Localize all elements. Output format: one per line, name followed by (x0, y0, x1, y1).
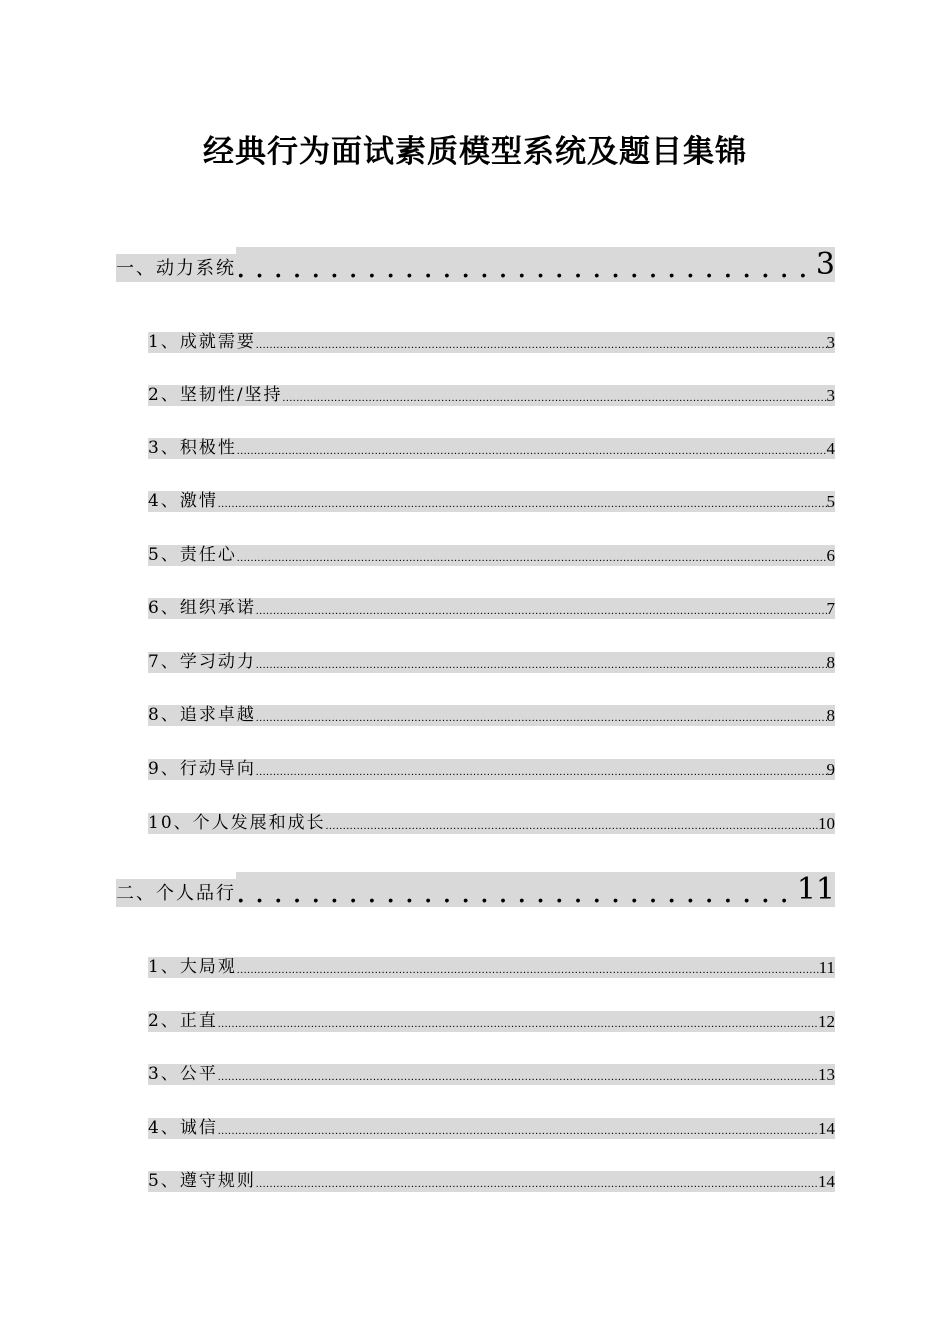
toc-item-label: 4、激情 (148, 491, 218, 511)
page-title: 经典行为面试素质模型系统及题目集锦 (203, 134, 747, 170)
toc-dot-leader (256, 598, 827, 619)
toc-page-number: 11 (796, 872, 835, 907)
toc-item-label: 8、追求卓越 (148, 705, 256, 725)
toc-dot-leader (237, 438, 827, 459)
toc-page-number: 3 (826, 386, 835, 405)
toc-item-1-1[interactable] (148, 332, 835, 353)
toc-dot-leader (237, 957, 819, 978)
toc-page-number: 10 (818, 814, 835, 833)
toc-section-2[interactable] (116, 872, 835, 907)
toc-item-2-5[interactable] (148, 1171, 835, 1192)
toc-dot-leader (236, 247, 816, 282)
toc-dot-leader (256, 705, 827, 726)
toc-item-label: 2、坚韧性/坚持 (148, 385, 283, 405)
toc-section-1[interactable] (116, 247, 835, 282)
toc-section-label: 一、动力系统 (116, 254, 236, 282)
toc-page-number: 6 (826, 546, 835, 565)
toc-page-number: 5 (826, 492, 835, 511)
toc-item-1-10[interactable] (148, 813, 835, 834)
toc-item-label: 1、成就需要 (148, 332, 256, 352)
toc-dot-leader (326, 813, 818, 834)
toc-item-label: 6、组织承诺 (148, 598, 256, 618)
toc-item-label: 3、公平 (148, 1064, 218, 1084)
toc-item-label: 9、行动导向 (148, 759, 256, 779)
toc-page-number: 3 (815, 247, 835, 282)
toc-page-number: 14 (818, 1119, 835, 1138)
toc-item-label: 7、学习动力 (148, 652, 256, 672)
toc-dot-leader (256, 1171, 818, 1192)
toc-item-1-5[interactable] (148, 545, 835, 566)
toc-page-number: 9 (826, 760, 835, 779)
toc-page-number: 12 (818, 1012, 835, 1031)
toc-item-label: 1、大局观 (148, 957, 237, 977)
toc-page-number: 8 (826, 706, 835, 725)
toc-item-label: 5、遵守规则 (148, 1171, 256, 1191)
toc-item-1-3[interactable] (148, 438, 835, 459)
toc-dot-leader (283, 385, 827, 406)
toc-page-number: 7 (826, 599, 835, 618)
toc-dot-leader (256, 652, 827, 673)
toc-item-label: 10、个人发展和成长 (148, 813, 326, 833)
toc-section-label: 二、个人品行 (116, 879, 236, 907)
toc-page-number: 14 (818, 1172, 835, 1191)
toc-item-1-8[interactable] (148, 705, 835, 726)
toc-item-1-2[interactable] (148, 385, 835, 406)
toc-item-2-1[interactable] (148, 957, 835, 978)
toc-item-1-4[interactable] (148, 491, 835, 512)
toc-item-label: 2、正直 (148, 1011, 218, 1031)
toc-item-1-9[interactable] (148, 759, 835, 780)
toc-dot-leader (236, 872, 797, 907)
toc-page-number: 8 (826, 653, 835, 672)
toc-dot-leader (218, 491, 827, 512)
toc-page-number: 4 (826, 439, 835, 458)
toc-item-2-4[interactable] (148, 1118, 835, 1139)
toc-dot-leader (218, 1064, 818, 1085)
toc-dot-leader (237, 545, 827, 566)
toc-page-number: 11 (818, 958, 835, 977)
toc-page-number: 13 (818, 1065, 835, 1084)
toc-item-label: 5、责任心 (148, 545, 237, 565)
toc-item-1-6[interactable] (148, 598, 835, 619)
toc-item-2-3[interactable] (148, 1064, 835, 1085)
toc-item-2-2[interactable] (148, 1011, 835, 1032)
toc-dot-leader (256, 332, 827, 353)
toc-page-number: 3 (826, 333, 835, 352)
toc-item-label: 4、诚信 (148, 1118, 218, 1138)
toc-dot-leader (218, 1011, 818, 1032)
toc-dot-leader (218, 1118, 818, 1139)
toc-item-1-7[interactable] (148, 652, 835, 673)
toc-dot-leader (256, 759, 827, 780)
toc-item-label: 3、积极性 (148, 438, 237, 458)
